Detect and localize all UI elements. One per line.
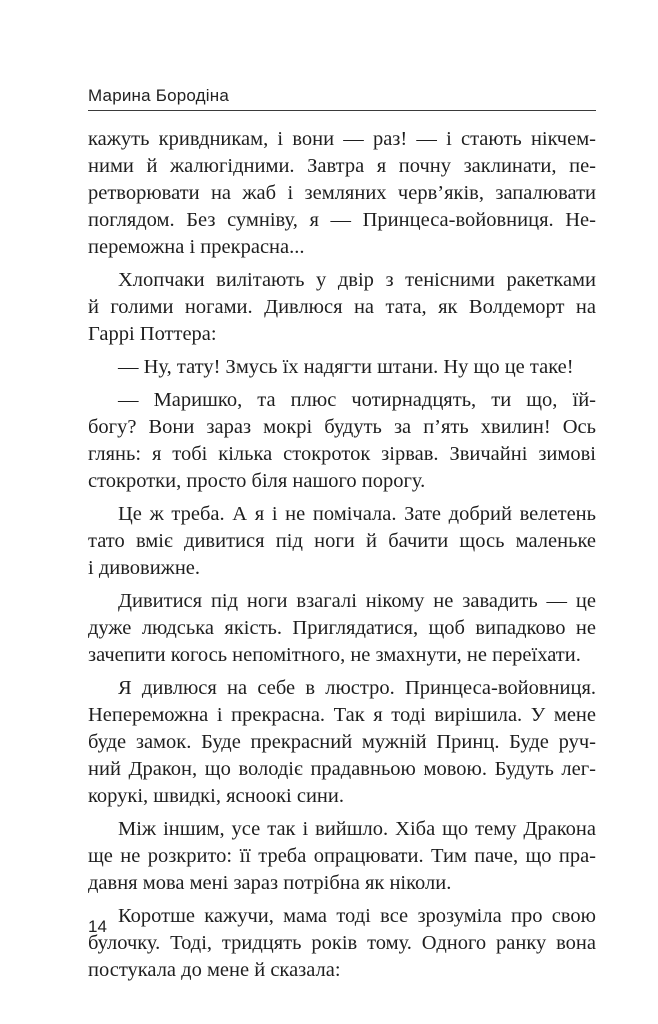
- text-line: Гаррі Поттера:: [88, 323, 217, 345]
- text-line: — Ну, тату! Змусь їх надягти штани. Ну що це таке!: [118, 356, 574, 378]
- text-line: зачепити когось непомітного, не змахнути, не переїхати.: [88, 644, 581, 666]
- paragraph: [88, 903, 596, 984]
- running-header: [88, 84, 596, 111]
- author-name: Марина Бородіна: [88, 86, 230, 105]
- text-line: ний Дракон, що володіє прадавньою мовою. Будуть лег-: [88, 758, 596, 780]
- body-text: [88, 126, 596, 984]
- text-line: кажуть кривдникам, і вони — раз! — і стають нікчем-: [88, 128, 596, 150]
- text-line: і дивовижне.: [88, 557, 201, 579]
- text-line: ними й жалюгідними. Завтра я почну заклинати, пе-: [88, 155, 596, 177]
- text-line: богу? Вони зараз мокрі будуть за п’ять хвилин! Ось: [88, 416, 596, 438]
- text-line: Хлопчаки вилітають у двір з тенісними ракетками: [118, 269, 596, 291]
- paragraph: [88, 501, 596, 582]
- text-line: Непереможна і прекрасна. Так я тоді вирішила. У мене: [88, 704, 596, 726]
- text-line: Дивитися під ноги взагалі нікому не завадить — це: [118, 590, 596, 612]
- text-line: ретворювати на жаб і земляних черв’яків, запалювати: [88, 182, 596, 204]
- text-line: Між іншим, усе так і вийшло. Хіба що тему Дракона: [118, 818, 596, 840]
- text-line: Я дивлюся на себе в люстро. Принцеса-войовниця.: [118, 677, 596, 699]
- text-line: постукала до мене й сказала:: [88, 959, 341, 981]
- text-line: Коротше кажучи, мама тоді все зрозуміла про свою: [118, 905, 596, 927]
- text-line: переможна і прекрасна...: [88, 236, 305, 258]
- paragraph: [88, 675, 596, 810]
- text-line: буде замок. Буде прекрасний мужній Принц. Буде руч-: [88, 731, 596, 753]
- text-line: давня мова мені зараз потрібна як ніколи.: [88, 872, 452, 894]
- text-line: ще не розкрито: її треба опрацювати. Тим паче, що пра-: [88, 845, 596, 867]
- text-line: поглядом. Без сумніву, я — Принцеса-войовниця. Не-: [88, 209, 596, 231]
- paragraph: [88, 126, 596, 261]
- paragraph: [88, 354, 596, 381]
- text-line: — Маришко, та плюс чотирнадцять, ти що, їй-: [118, 389, 596, 411]
- paragraph: [88, 816, 596, 897]
- text-line: тато вміє дивитися під ноги й бачити щось маленьке: [88, 530, 596, 552]
- paragraph: [88, 387, 596, 495]
- text-line: дуже людська якість. Приглядатися, щоб випадково не: [88, 617, 596, 639]
- text-line: стокротки, просто біля нашого порогу.: [88, 470, 426, 492]
- paragraph: [88, 267, 596, 348]
- text-line: булочку. Тоді, тридцять років тому. Одного ранку вона: [88, 932, 596, 954]
- page-number: 14: [88, 917, 107, 936]
- paragraph: [88, 588, 596, 669]
- text-line: Це ж треба. А я і не помічала. Зате добрий велетень: [118, 503, 596, 525]
- text-line: й голими ногами. Дивлюся на тата, як Волдеморт на: [88, 296, 596, 318]
- text-line: глянь: я тобі кілька стокроток зірвав. Звичайні зимові: [88, 443, 596, 465]
- text-line: корукі, швидкі, ясноокі сини.: [88, 785, 344, 807]
